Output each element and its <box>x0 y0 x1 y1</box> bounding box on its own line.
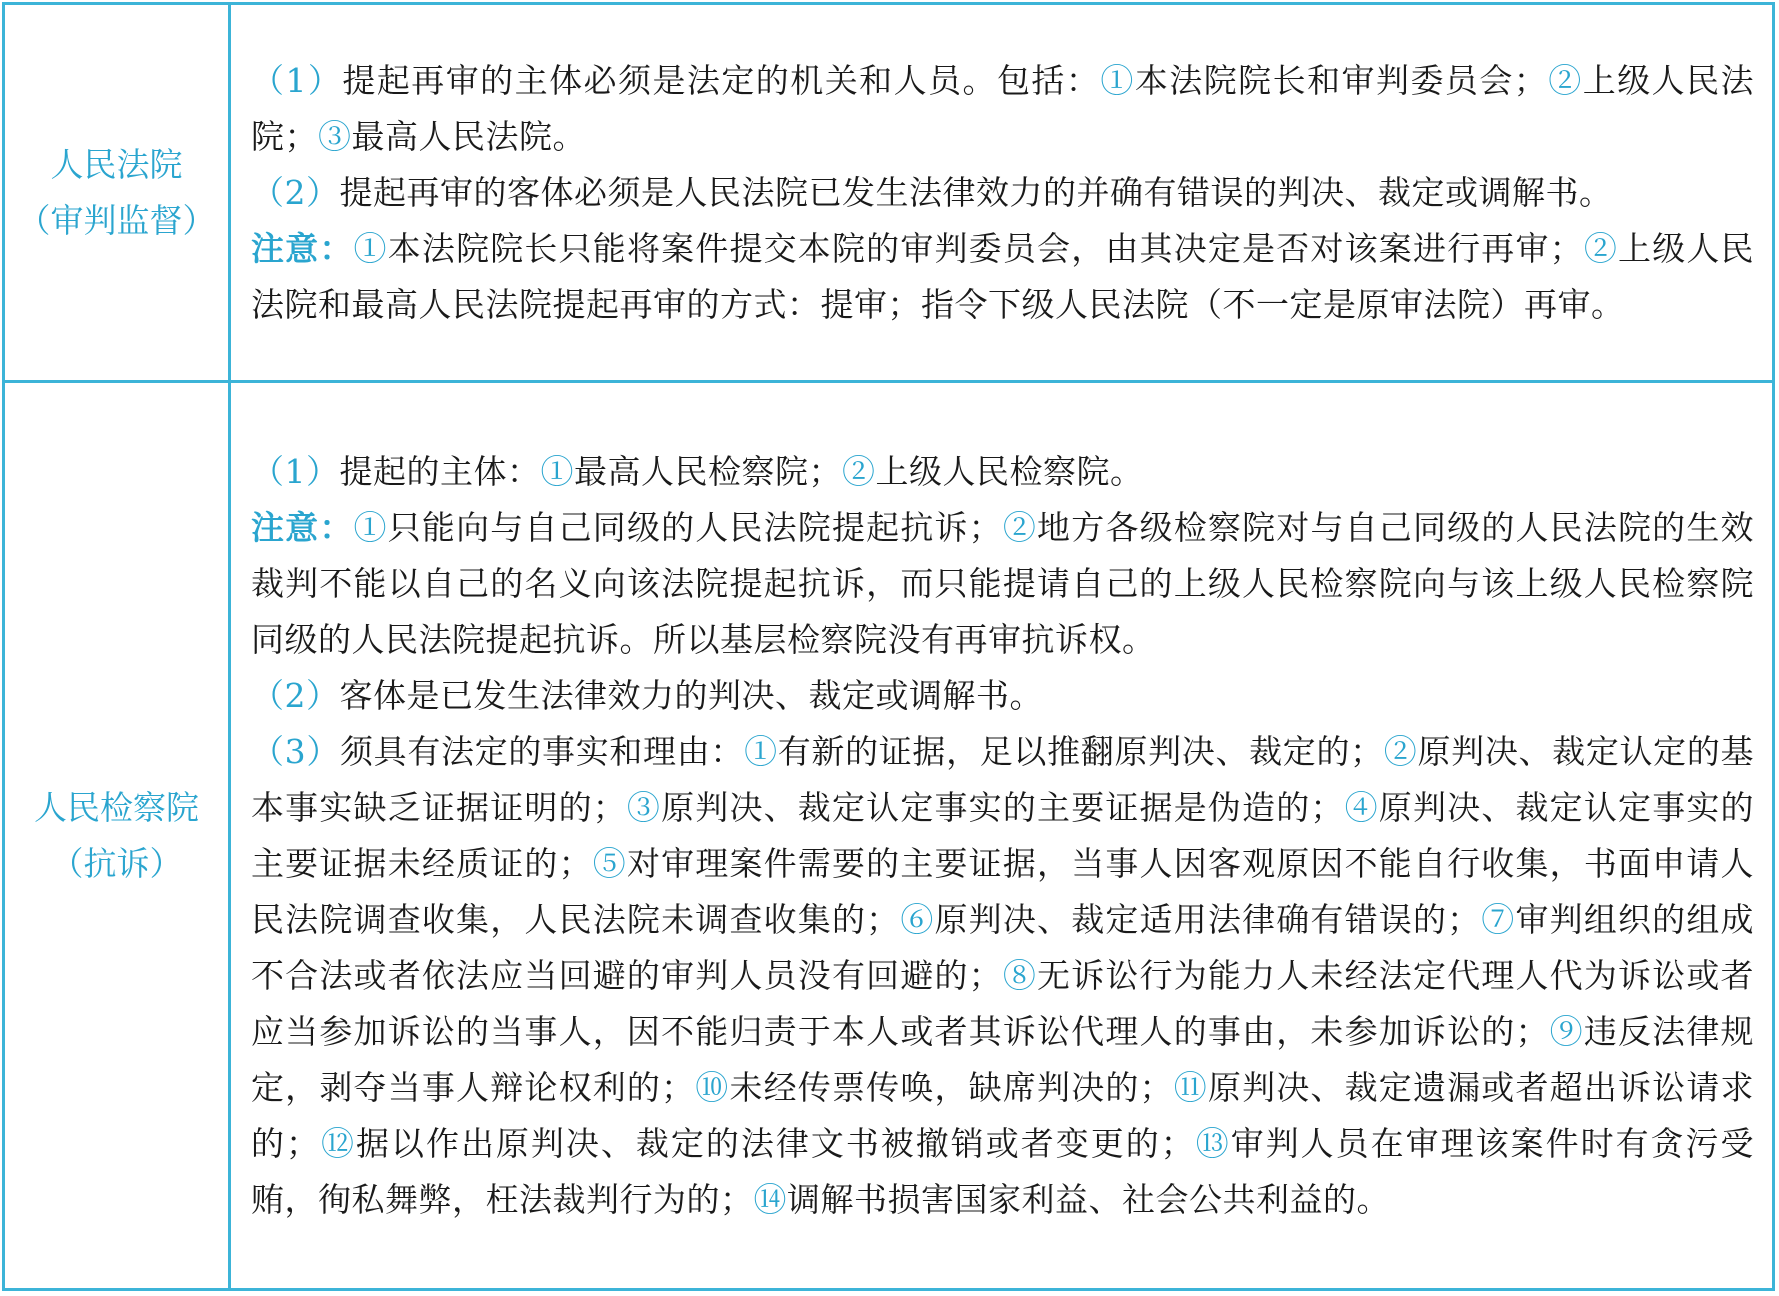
table-row-court <box>5 5 1772 383</box>
circled-number: ④ <box>1343 787 1379 827</box>
circled-number: ⑦ <box>1480 899 1516 939</box>
paragraph <box>251 724 1754 1228</box>
paragraph-text: 有新的证据，足以推翻原判决、裁定的； <box>777 731 1384 771</box>
paragraph-text: 提起再审的主体必须是法定的机关和人员。包括： <box>342 60 1101 100</box>
paragraph-text: 据以作出原判决、裁定的法律文书被撤销或者变更的； <box>355 1123 1195 1163</box>
circled-number: ③ <box>626 787 662 827</box>
paragraph <box>251 668 1754 724</box>
item-number: （2） <box>251 675 340 715</box>
circled-number: ① <box>353 228 388 268</box>
paragraph-text: 最高人民检察院； <box>574 451 842 491</box>
row-content-procuratorate <box>231 383 1772 1288</box>
circled-number: ③ <box>318 116 352 156</box>
circled-number: ② <box>842 451 876 491</box>
paragraph-text: 须具有法定的事实和理由： <box>340 731 745 771</box>
circled-number: ① <box>1100 60 1135 100</box>
item-number: （3） <box>251 731 341 771</box>
row-content-court <box>231 5 1772 380</box>
paragraph <box>251 500 1754 668</box>
circled-number: ② <box>1547 60 1583 100</box>
paragraph-text: 对审理案件需要的主要证据，当事人因客观原因不能自行收集，书面申请人民法院调查收集，人民法院未调查收集的； <box>251 843 1755 939</box>
circled-number: ⑧ <box>1002 955 1038 995</box>
row-label-court <box>5 5 231 380</box>
paragraph-text: 上级人民法院； <box>251 60 1755 156</box>
paragraph-text: 提起的主体： <box>339 451 541 491</box>
paragraph-text: 无诉讼行为能力人未经法定代理人代为诉讼或者应当参加诉讼的当事人，因不能归责于本人或者其诉讼代理人的事由，未参加诉讼的； <box>251 955 1755 1051</box>
paragraph-text: 地方各级检察院对与自己同级的人民法院的生效裁判不能以自己的名义向该法院提起抗诉，而只能提请自己的上级人民检察院向与该上级人民检察院同级的人民法院提起抗诉。所以基层检察院没有再审抗诉权。 <box>251 507 1755 659</box>
item-number: （1） <box>251 60 343 100</box>
row-label-procuratorate-line2: （抗诉） <box>50 843 183 883</box>
circled-number: ② <box>1383 731 1418 771</box>
paragraph-text: 违反法律规定，剥夺当事人辩论权利的； <box>251 1011 1755 1107</box>
item-number: （2） <box>251 172 340 212</box>
row-label-procuratorate <box>5 383 231 1288</box>
circled-number: ⑨ <box>1548 1011 1584 1051</box>
row-label-court-line1: 人民法院 <box>50 144 183 184</box>
note-label: 注意： <box>251 507 354 547</box>
row-label-court-line2: （审判监督） <box>17 200 216 240</box>
circled-number: ⑫ <box>319 1123 356 1163</box>
comparison-table <box>2 2 1775 1291</box>
circled-number: ⑤ <box>592 843 627 883</box>
circled-number: ② <box>1583 228 1619 268</box>
paragraph-text: 原判决、裁定遗漏或者超出诉讼请求的； <box>251 1067 1755 1163</box>
paragraph-text: 本法院院长和审判委员会； <box>1134 60 1548 100</box>
paragraph-text: 上级人民法院和最高人民法院提起再审的方式：提审；指令下级人民法院（不一定是原审法院）再审。 <box>251 228 1755 324</box>
circled-number: ⑥ <box>899 899 935 939</box>
paragraph-text: 调解书损害国家利益、社会公共利益的。 <box>787 1179 1390 1219</box>
paragraph-text: 未经传票传唤，缺席判决的； <box>729 1067 1174 1107</box>
table-row-procuratorate <box>5 383 1772 1288</box>
paragraph-text: 原判决、裁定认定的基本事实缺乏证据证明的； <box>251 731 1755 827</box>
circled-number: ⑭ <box>753 1179 787 1219</box>
paragraph <box>251 53 1754 165</box>
paragraph-text: 客体是已发生法律效力的判决、裁定或调解书。 <box>339 675 1043 715</box>
paragraph-text: 提起再审的客体必须是人民法院已发生法律效力的并确有错误的判决、裁定或调解书。 <box>339 172 1613 212</box>
circled-number: ① <box>744 731 778 771</box>
item-number: （1） <box>251 451 340 491</box>
paragraph-text: 本法院院长只能将案件提交本院的审判委员会，由其决定是否对该案进行再审； <box>387 228 1584 268</box>
note-label: 注意： <box>251 228 354 268</box>
paragraph <box>251 221 1754 333</box>
paragraph <box>251 165 1754 221</box>
paragraph-text: 原判决、裁定适用法律确有错误的； <box>934 899 1481 939</box>
circled-number: ⑬ <box>1194 1123 1231 1163</box>
paragraph-text: 审判组织的组成不合法或者依法应当回避的审判人员没有回避的； <box>251 899 1755 995</box>
circled-number: ① <box>540 451 574 491</box>
paragraph-text: 原判决、裁定认定事实的主要证据是伪造的； <box>661 787 1344 827</box>
circled-number: ⑩ <box>694 1067 730 1107</box>
paragraph-text: 审判人员在审理该案件时有贪污受贿，徇私舞弊，枉法裁判行为的； <box>251 1123 1755 1219</box>
circled-number: ② <box>1002 507 1038 547</box>
paragraph-text: 上级人民检察院。 <box>875 451 1144 491</box>
paragraph-text: 最高人民法院。 <box>351 116 586 156</box>
circled-number: ⑪ <box>1173 1067 1208 1107</box>
paragraph-text: 只能向与自己同级的人民法院提起抗诉； <box>387 507 1003 547</box>
circled-number: ① <box>353 507 388 547</box>
row-label-procuratorate-line1: 人民检察院 <box>34 787 199 827</box>
paragraph <box>251 444 1754 500</box>
paragraph-text: 原判决、裁定认定事实的主要证据未经质证的； <box>251 787 1755 883</box>
